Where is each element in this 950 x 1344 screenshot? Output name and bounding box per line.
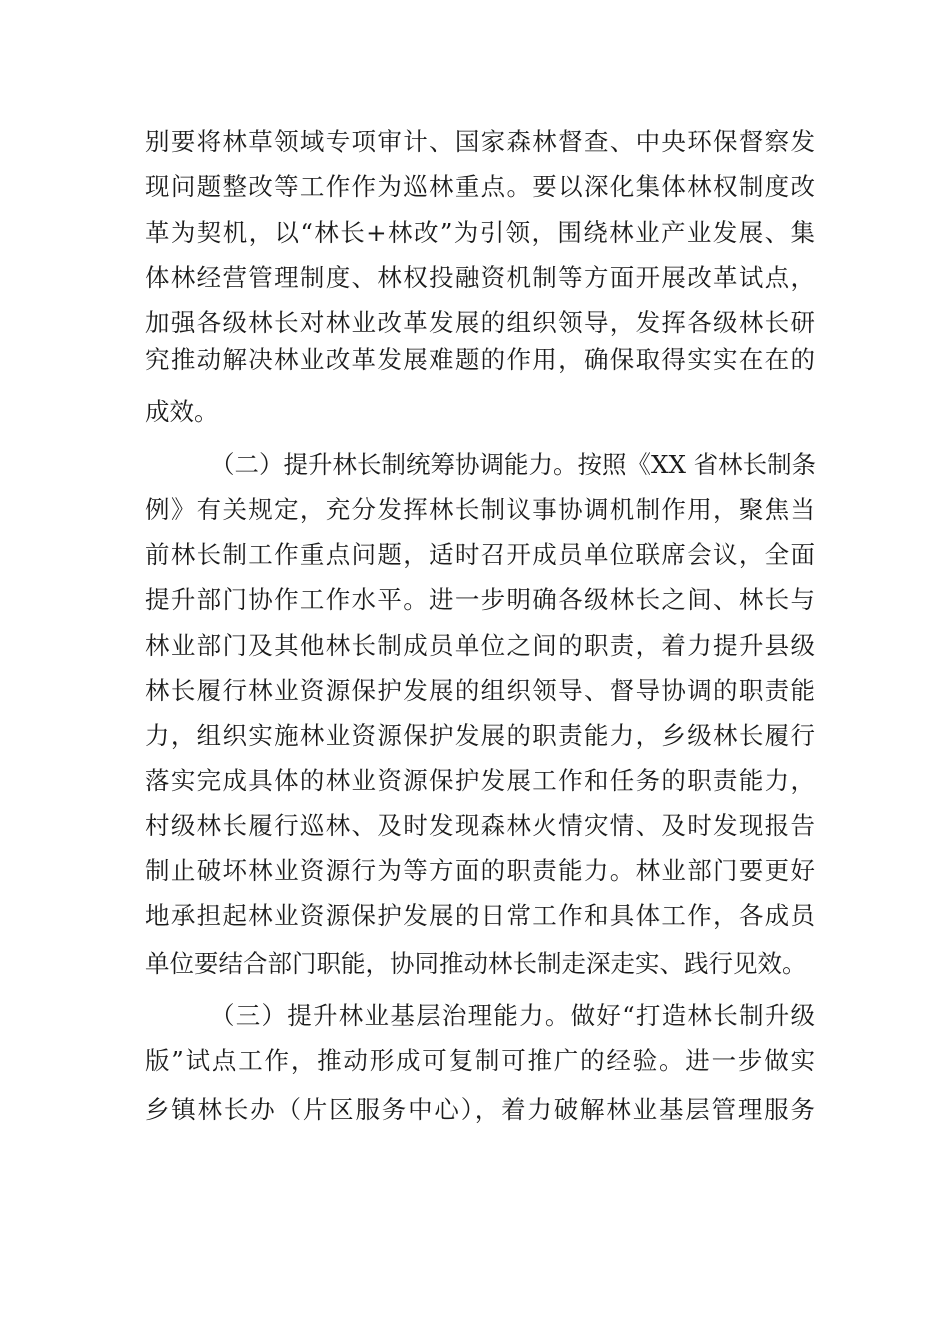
text-line: 落实完成具体的林业资源保护发展工作和任务的职责能力， [145, 766, 815, 795]
text-line: 制止破坏林业资源行为等方面的职责能力。林业部门要更好 [145, 856, 815, 885]
paragraph-heading-line: （二）提升林长制统筹协调能力。按照《XX 省林长制条 [210, 450, 817, 479]
text-line: 地承担起林业资源保护发展的日常工作和具体工作，各成员 [145, 901, 815, 930]
text-line: 加强各级林长对林业改革发展的组织领导，发挥各级林长研 [145, 308, 815, 337]
text-line: 体林经营管理制度、林权投融资机制等方面开展改革试点， [145, 263, 815, 292]
text-line: 成效。 [145, 397, 219, 426]
text-line: 革为契机，以“林长+林改”为引领，围绕林业产业发展、集 [145, 218, 815, 247]
paragraph-heading-line: （三）提升林业基层治理能力。做好“打造林长制升级 [210, 1001, 815, 1030]
text-line: 力，组织实施林业资源保护发展的职责能力，乡级林长履行 [145, 721, 815, 750]
text-line: 林业部门及其他林长制成员单位之间的职责，着力提升县级 [145, 631, 815, 660]
text-line: 村级林长履行巡林、及时发现森林火情灾情、及时发现报告 [145, 811, 815, 840]
text-line: 究推动解决林业改革发展难题的作用，确保取得实实在在的 [145, 345, 815, 374]
text-line: 前林长制工作重点问题，适时召开成员单位联席会议，全面 [145, 540, 815, 569]
text-line: 提升部门协作工作水平。进一步明确各级林长之间、林长与 [145, 585, 815, 614]
text-line: 单位要结合部门职能，协同推动林长制走深走实、践行见效。 [145, 949, 807, 978]
text-line: 乡镇林长办（片区服务中心），着力破解林业基层管理服务 [145, 1095, 815, 1124]
text-line: 现问题整改等工作作为巡林重点。要以深化集体林权制度改 [145, 172, 815, 201]
text-line: 版”试点工作，推动形成可复制可推广的经验。进一步做实 [145, 1046, 815, 1075]
text-line: 林长履行林业资源保护发展的组织领导、督导协调的职责能 [145, 676, 815, 705]
text-line: 别要将林草领域专项审计、国家森林督查、中央环保督察发 [145, 127, 815, 156]
text-line: 例》有关规定，充分发挥林长制议事协调机制作用，聚焦当 [145, 495, 815, 524]
